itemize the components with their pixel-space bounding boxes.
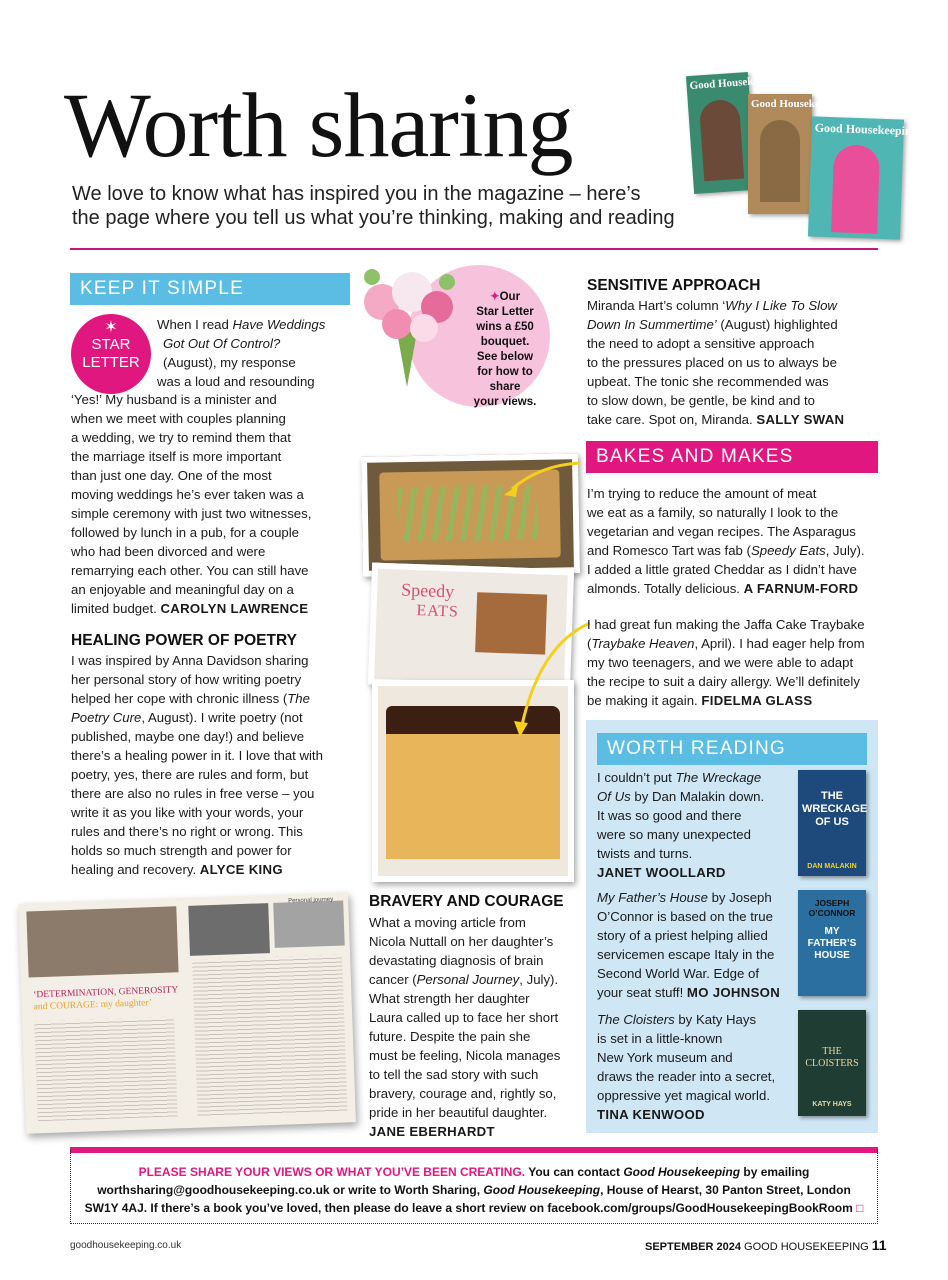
signature: CAROLYN LAWRENCE	[160, 601, 309, 616]
cover-photo	[831, 144, 880, 234]
section-heading-bakes-and-makes: BAKES AND MAKES	[586, 441, 878, 473]
book-cover-author: KATY HAYS	[812, 1101, 852, 1108]
end-mark-icon: □	[856, 1201, 864, 1215]
book-cover-title: THE WRECKAGE OF US	[802, 790, 868, 828]
arrow-head-icon	[504, 485, 518, 497]
star-letter-badge	[71, 314, 151, 394]
spread-label: Personal journey	[288, 896, 334, 905]
bouquet-caption: ✦Our Star Letter wins a £50 bouquet. See below for how to share your views.	[473, 291, 537, 408]
signature: MO JOHNSON	[686, 985, 781, 1000]
book-cover-author: DAN MALAKIN	[807, 863, 857, 870]
letter-body: When I read Have Weddings Got Out Of Control? (August), my response was a loud and resounding	[157, 317, 326, 389]
spread-photo	[273, 900, 345, 947]
star-label: LETTER	[82, 354, 140, 371]
cover-photo	[699, 99, 744, 182]
spread-photo	[26, 906, 178, 977]
arrow-head-icon	[514, 721, 528, 737]
intro-text	[72, 182, 762, 230]
intro-line: the page where you tell us what you’re thinking, making and reading	[72, 207, 675, 229]
star-icon: ✦	[489, 291, 500, 303]
letter-body: Miranda Hart’s column ‘Why I Like To Slow Down In Summertime’ (August) highlighted the need to adopt a sensitive approach to the pressures placed on us to always be upbeat. The tonic she recommended was to slow down, be gentle, be kind and to take care. Spot on, Miranda. SALLY SWAN	[587, 298, 845, 427]
cover-photo	[760, 120, 800, 202]
magazine-label: EATS	[416, 602, 460, 621]
book-cover-author: JOSEPH O’CONNOR	[808, 898, 856, 918]
magazine-label: Speedy	[400, 579, 455, 602]
cover-masthead: Good Housekeeping	[751, 98, 846, 110]
bouquet-stems	[397, 332, 417, 387]
signature: SALLY SWAN	[756, 412, 845, 427]
folio-url: goodhousekeeping.co.uk	[70, 1240, 182, 1251]
book-cover	[798, 770, 866, 876]
book-cover-title: MY FATHER’S HOUSE	[807, 926, 857, 961]
arrows-overlay	[490, 455, 600, 745]
letter-body: I was inspired by Anna Davidson sharing her personal story of how writing poetry helped her cope with chronic illness (The Poetry Cure, August). I write poetry (not published, maybe one day!) and believe there’s a healing power in it. I love that with poetry, yes, there are rules and form, but there are also no rules in free verse – you write it as you like with your words, your rules and there’s no right or wrong. This holds so much strength and power for healing and recovery. ALYCE KING	[71, 653, 323, 877]
heading-sensitive-approach: SENSITIVE APPROACH	[587, 277, 761, 294]
book-review: I couldn’t put The Wreckage Of Us by Dan Malakin down. It was so good and there were so many unexpected twists and turns. JANET WOOLLARD	[597, 768, 792, 882]
heading-healing-power: HEALING POWER OF POETRY	[71, 632, 297, 649]
star-label: STAR	[91, 336, 131, 353]
intro-line: We love to know what has inspired you in the magazine – here’s	[72, 183, 641, 205]
book-review: The Cloisters by Katy Hays is set in a little-known New York museum and draws the reader into a secret, oppressive yet magical world. TINA KENWOOD	[597, 1010, 797, 1124]
page-number: 11	[871, 1237, 887, 1253]
book-cover	[798, 890, 866, 996]
signature: ALYCE KING	[199, 862, 283, 877]
magazine-cover	[748, 94, 846, 214]
heading-bravery-courage: BRAVERY AND COURAGE	[369, 893, 564, 910]
cover-masthead: Good Housekeeping	[814, 120, 918, 139]
spread-text-block	[192, 955, 347, 1118]
book-cover	[798, 1010, 866, 1116]
signature: JANE EBERHARDT	[369, 1124, 495, 1139]
header-rule	[70, 248, 878, 250]
page-title: Worth sharing	[64, 74, 573, 176]
signature: JANET WOOLLARD	[597, 865, 726, 880]
signature: A FARNUM-FORD	[743, 581, 859, 596]
arrow-line	[522, 623, 590, 725]
signature: FIDELMA GLASS	[701, 693, 813, 708]
arrow-line	[512, 463, 580, 489]
folio: SEPTEMBER 2024 GOOD HOUSEKEEPING 11	[645, 1237, 887, 1253]
letter-body: ‘Yes!’ My husband is a minister and when we meet with couples planning a wedding, we try to remind them that the marriage itself is more important than just one day. One of the most moving weddings he’s ever taken was a simple ceremony with just two witnesses, followed by lunch in a pub, for a couple who had been divorced and were remarrying each other. You can still have an enjoyable and meaningful day on a limited budget. CAROLYN LAWRENCE	[71, 392, 312, 616]
leaf	[439, 274, 455, 290]
section-heading-keep-it-simple: KEEP IT SIMPLE	[70, 273, 350, 305]
spread-photo	[188, 903, 270, 956]
letter-body: What a moving article from Nicola Nuttall on her daughter’s devastating diagnosis of brain cancer (Personal Journey, July). What strength her daughter Laura called up to face her short future. Despite the pain she must be feeling, Nicola manages to tell the sad story with such bravery, courage and, rightly so, pride in her beautiful daughter. JANE EBERHARDT	[369, 913, 584, 1141]
flower	[382, 309, 412, 339]
spread-text-block	[34, 1016, 177, 1121]
book-cover-title: THE CLOISTERS	[805, 1046, 859, 1069]
submission-text: PLEASE SHARE YOUR VIEWS OR WHAT YOU’VE BEEN CREATING. You can contact Good Housekeeping by emailing worthsharing@goodhousekeeping.co.uk or write to Worth Sharing, Good Housekeeping, House of Hearst, 30 Panton Street, London SW1Y 4AJ. If there’s a book you’ve loved, then please do leave a short review on facebook.com/groups/GoodHousekeepingBookRoom □	[84, 1165, 864, 1215]
flower	[410, 314, 438, 342]
star-icon: ✶	[104, 319, 118, 336]
sponge	[386, 734, 560, 859]
bouquet-image	[352, 262, 462, 392]
section-heading-worth-reading: WORTH READING	[597, 733, 867, 765]
book-review: My Father’s House by Joseph O’Connor is based on the true story of a priest helping allied servicemen escape Italy in the Second World War. Edge of your seat stuff! MO JOHNSON	[597, 890, 781, 1000]
magazine-cover	[686, 72, 785, 194]
spread-headline: ‘DETERMINATION, GENEROSITY and COURAGE: my daughter’	[33, 985, 179, 1013]
magazine-cover	[808, 116, 918, 239]
letter-body: I’m trying to reduce the amount of meat we eat as a family, so naturally I look to the vegetarian and vegan recipes. The Asparagus and Romesco Tart was fab (Speedy Eats, July). I added a little grated Cheddar as I didn’t have almonds. Totally delicious. A FARNUM-FORD	[587, 486, 865, 596]
magazine-spread-image	[18, 892, 356, 1133]
letter-body: I had great fun making the Jaffa Cake Traybake (Traybake Heaven, April). I had eager help from my two teenagers, and we were able to adapt the recipe to suit a dairy allergy. We’ll definitely be making it again. FIDELMA GLASS	[587, 617, 865, 708]
leaf	[364, 269, 380, 285]
cover-masthead: Good Housekeeping	[689, 73, 785, 93]
signature: TINA KENWOOD	[597, 1107, 705, 1122]
